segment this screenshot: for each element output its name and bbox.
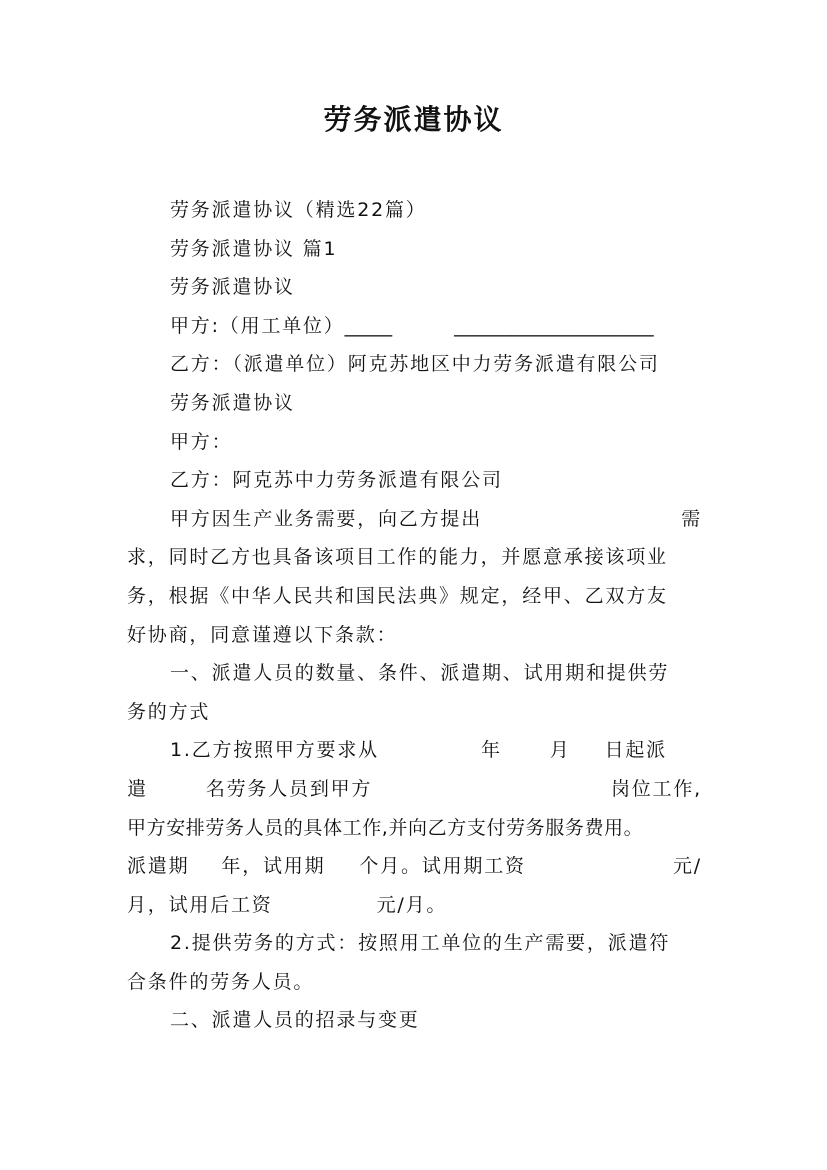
para-1-end: 需 (681, 507, 702, 530)
line-para-1-cont-3: 好协商，同意谨遵以下条款： (127, 623, 398, 646)
line-summary: 劳务派遣协议（精选22篇） (170, 199, 427, 221)
item-1-text: 1.乙方按照甲方要求从 (170, 739, 379, 762)
line-item-2-cont: 合条件的劳务人员。 (127, 970, 315, 993)
item-1-trial-wage: 个月。试用期工资 (359, 855, 526, 878)
line-party-b-2: 乙方：阿克苏中力劳务派遣有限公司 (170, 469, 503, 492)
line-section-heading: 劳务派遣协议 篇1 (170, 237, 338, 260)
line-agreement-title: 劳务派遣协议 (170, 276, 295, 299)
line-item-1-cont-2: 甲方安排劳务人员的具体工作,并向乙方支付劳务服务费用。 (127, 816, 644, 839)
item-1-yuan: 元/ (672, 855, 702, 878)
line-item-1-cont-4 (127, 886, 702, 925)
line-clause-1-heading-cont: 务的方式 (127, 700, 211, 723)
line-item-1-cont-3 (127, 847, 702, 886)
document-body (127, 191, 702, 1040)
line-item-2: 2.提供劳务的方式：按照用工单位的生产需要，派遣符 (170, 932, 671, 955)
line-para-1-cont-1: 求，同时乙方也具备该项目工作的能力，并愿意承接该项业 (127, 546, 668, 569)
party-a-blank-long: _____________________ (454, 314, 654, 337)
para-1-text: 甲方因生产业务需要，向乙方提出 (170, 507, 483, 530)
item-1-post-trial-yuan: 元/月。 (376, 893, 448, 916)
line-party-a (127, 307, 702, 346)
party-a-label: 甲方:（用工单位） (170, 314, 345, 337)
line-party-b: 乙方：（派遣单位）阿克苏地区中力劳务派遣有限公司 (170, 353, 660, 376)
item-1-dispatch: 遣 (127, 777, 148, 800)
item-1-post-trial: 月，试用后工资 (127, 893, 273, 916)
line-item-1 (127, 731, 702, 770)
document-title: 劳务派遣协议 (323, 103, 504, 136)
line-clause-2-heading: 二、派遣人员的招录与变更 (170, 1009, 420, 1032)
item-1-period: 派遣期 (127, 855, 190, 878)
item-1-day: 日起派 (604, 739, 667, 762)
line-clause-1-heading: 一、派遣人员的数量、条件、派遣期、试用期和提供劳 (170, 662, 670, 685)
item-1-position: 岗位工作, (610, 777, 702, 800)
line-para-1-cont-2: 务，根据《中华人民共和国民法典》规定，经甲、乙双方友 (127, 584, 668, 607)
line-party-a-2: 甲方： (170, 430, 233, 453)
party-a-blank-short: _____ (344, 314, 393, 337)
item-1-trial: 年，试用期 (221, 855, 326, 878)
line-item-1-cont-1 (127, 770, 702, 809)
line-para-1-start (127, 500, 702, 539)
item-1-month: 月 (549, 739, 571, 762)
line-agreement-title-2: 劳务派遣协议 (170, 391, 295, 414)
item-1-year: 年 (480, 739, 502, 762)
item-1-workers: 名劳务人员到甲方 (205, 777, 373, 800)
